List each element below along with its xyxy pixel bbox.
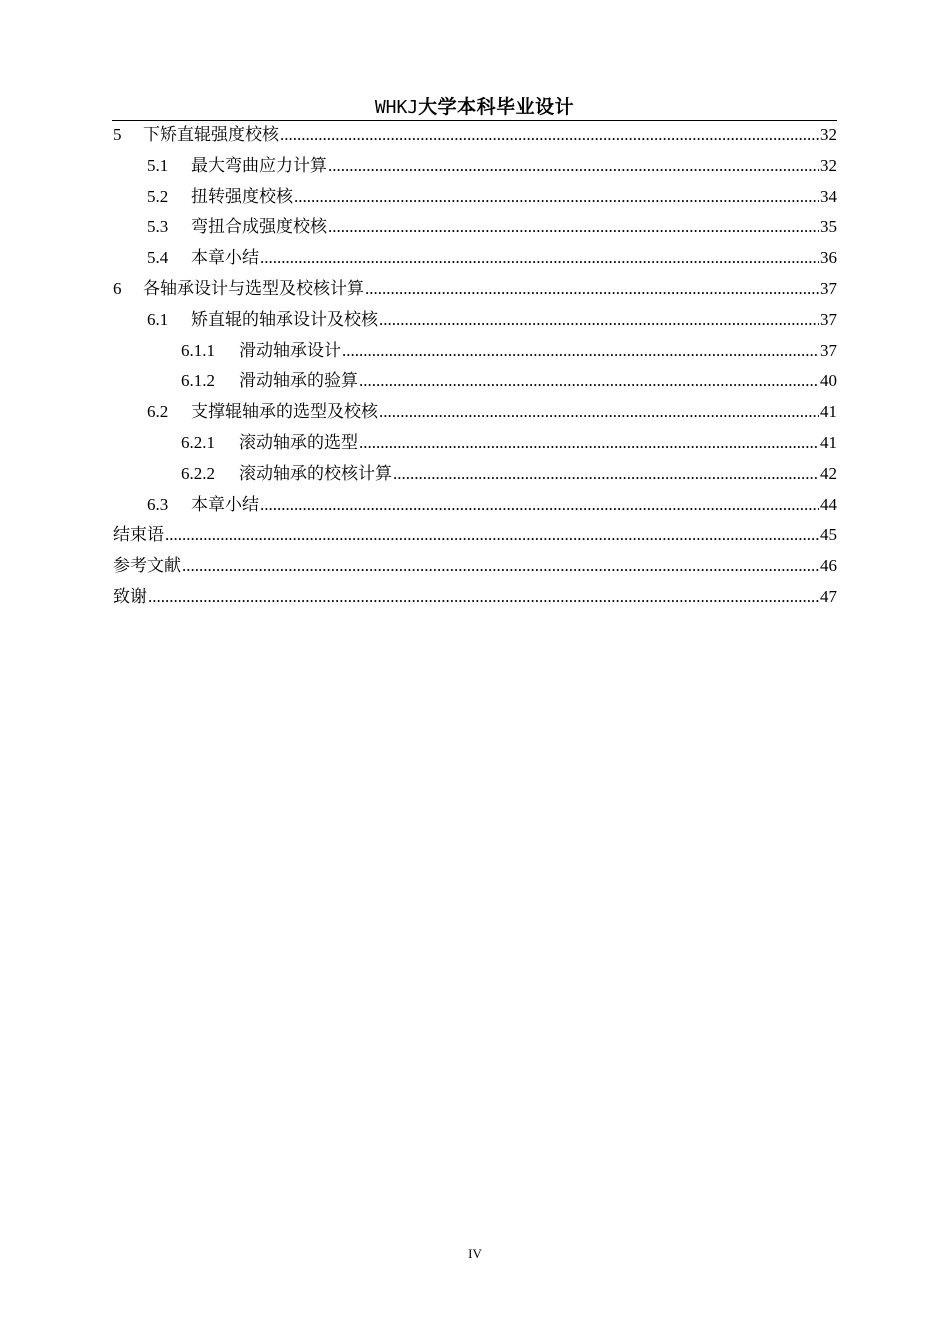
toc-dot-leader — [328, 151, 819, 182]
toc-dot-leader — [359, 428, 819, 459]
toc-entry[interactable] — [113, 459, 837, 490]
toc-entry[interactable] — [113, 428, 837, 459]
toc-entry[interactable] — [113, 582, 837, 613]
toc-entry[interactable] — [113, 397, 837, 428]
toc-entry[interactable] — [113, 520, 837, 551]
toc-dot-leader — [379, 305, 819, 336]
toc-entry-page: 36 — [820, 248, 837, 268]
toc-dot-leader — [328, 212, 819, 243]
table-of-contents — [113, 120, 837, 613]
toc-entry[interactable] — [113, 212, 837, 243]
page-header — [112, 94, 837, 121]
toc-dot-leader — [294, 182, 819, 213]
toc-entry-number: 5.2 — [147, 186, 169, 206]
toc-dot-leader — [260, 490, 819, 521]
toc-entry[interactable] — [113, 336, 837, 367]
toc-entry-page: 35 — [820, 217, 837, 237]
toc-entry-page: 34 — [820, 186, 837, 206]
toc-entry-title: 结束语 — [113, 525, 164, 546]
toc-dot-leader — [379, 397, 819, 428]
toc-entry-page: 32 — [820, 125, 837, 144]
toc-entry[interactable] — [113, 305, 837, 336]
toc-entry-title: 最大弯曲应力计算 — [191, 155, 327, 176]
toc-entry-title: 弯扭合成强度校核 — [191, 217, 327, 238]
header-title: 大学本科毕业设计 — [418, 96, 575, 118]
toc-entry-page: 37 — [820, 340, 837, 360]
toc-dot-leader — [365, 274, 819, 305]
toc-entry-number: 6 — [113, 278, 122, 298]
toc-entry[interactable] — [113, 551, 837, 582]
toc-entry-title: 致谢 — [113, 586, 147, 607]
toc-entry-page: 46 — [820, 556, 837, 576]
toc-entry-number: 6.2.2 — [181, 463, 215, 483]
toc-entry[interactable] — [113, 490, 837, 521]
toc-entry-page: 45 — [820, 525, 837, 545]
toc-entry-title: 滑动轴承设计 — [239, 340, 341, 361]
toc-entry-page: 37 — [820, 278, 837, 298]
toc-entry-page: 47 — [820, 586, 837, 606]
toc-entry-page: 42 — [820, 463, 837, 483]
toc-dot-leader — [165, 520, 819, 551]
toc-dot-leader — [393, 459, 819, 490]
toc-entry-page: 41 — [820, 432, 837, 452]
toc-entry-number: 5.3 — [147, 217, 169, 237]
toc-entry-number: 6.2.1 — [181, 432, 215, 452]
toc-entry-title: 滑动轴承的验算 — [239, 371, 358, 392]
toc-entry-title: 本章小结 — [191, 248, 259, 269]
toc-entry[interactable] — [113, 366, 837, 397]
toc-entry[interactable] — [113, 243, 837, 274]
toc-entry-title: 下矫直辊强度校核 — [143, 125, 279, 145]
toc-dot-leader — [148, 582, 819, 613]
toc-entry-page: 40 — [820, 371, 837, 391]
toc-entry[interactable] — [113, 182, 837, 213]
page-number: IV — [468, 1246, 482, 1261]
toc-entry-page: 41 — [820, 402, 837, 422]
toc-entry-number: 6.2 — [147, 402, 169, 422]
toc-entry-title: 各轴承设计与选型及校核计算 — [143, 278, 364, 299]
toc-entry-page: 44 — [820, 494, 837, 514]
toc-entry-page: 37 — [820, 309, 837, 329]
toc-entry[interactable] — [113, 151, 837, 182]
toc-dot-leader — [342, 336, 819, 367]
toc-entry-title: 扭转强度校核 — [191, 186, 293, 207]
toc-dot-leader — [182, 551, 819, 582]
toc-entry-title: 参考文献 — [113, 556, 181, 577]
toc-dot-leader — [359, 366, 819, 397]
toc-entry-number: 6.3 — [147, 494, 169, 514]
toc-entry[interactable] — [113, 120, 837, 151]
toc-entry-number: 6.1.2 — [181, 371, 215, 391]
toc-dot-leader — [260, 243, 819, 274]
toc-entry-title: 支撑辊轴承的选型及校核 — [191, 402, 378, 423]
toc-entry-title: 滚动轴承的选型 — [239, 432, 358, 453]
toc-entry-title: 本章小结 — [191, 494, 259, 515]
toc-entry-number: 5 — [113, 125, 122, 144]
toc-entry[interactable] — [113, 274, 837, 305]
toc-entry-number: 5.1 — [147, 155, 169, 175]
toc-entry-number: 6.1.1 — [181, 340, 215, 360]
toc-entry-page: 32 — [820, 155, 837, 175]
toc-entry-number: 6.1 — [147, 309, 169, 329]
toc-entry-title: 矫直辊的轴承设计及校核 — [191, 309, 378, 330]
toc-dot-leader — [280, 120, 819, 151]
toc-entry-number: 5.4 — [147, 248, 169, 268]
toc-entry-title: 滚动轴承的校核计算 — [239, 463, 392, 484]
header-school-code: WHKJ — [374, 97, 419, 118]
